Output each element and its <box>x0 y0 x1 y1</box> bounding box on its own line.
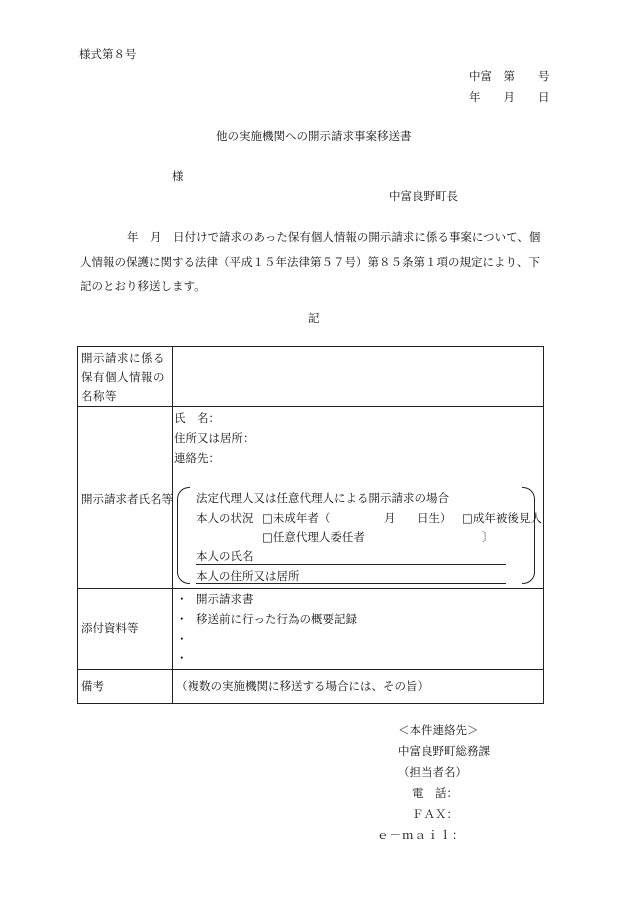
minor-checkbox-label: □未成年者（ <box>262 511 331 525</box>
table-divider <box>77 588 544 589</box>
person-name-underline <box>196 564 506 565</box>
person-address-underline <box>196 583 506 584</box>
proxy-heading: 法定代理人又は任意代理人による開示請求の場合 <box>196 491 449 505</box>
sender-name: 中富良野町長 <box>389 189 458 203</box>
bracket-left <box>177 487 190 584</box>
body-line-1: 年 月 日付けで請求のあった保有個人情報の開示請求に係る事案について、個 <box>127 230 541 244</box>
proxy-appointer-checkbox-label: □任意代理人委任者 <box>262 530 365 544</box>
bracket-right <box>522 487 535 584</box>
table-border-right <box>543 346 544 704</box>
attachment-item: 移送前に行った行為の概要記録 <box>196 612 357 626</box>
document-date: 年 月 日 <box>469 90 550 104</box>
table-border-bottom <box>77 703 544 704</box>
row-label-requester: 開示請求者氏名等 <box>81 492 173 506</box>
contact-email: ｅ－ｍａｉｌ： <box>377 828 465 842</box>
ward-checkbox-label: □成年被後見人 <box>462 511 542 525</box>
attachment-bullet: ・ <box>176 632 188 646</box>
birth-month-label: 月 <box>384 511 396 525</box>
contact-phone: 電 話： <box>412 786 458 800</box>
person-status-label: 本人の状況 <box>196 511 254 525</box>
ki-heading: 記 <box>308 311 320 325</box>
row-label-attachments: 添付資料等 <box>81 621 139 635</box>
attachment-bullet: ・ <box>176 612 188 626</box>
table-border-top <box>77 346 544 347</box>
table-divider <box>77 669 544 670</box>
document-number: 中富 第 号 <box>469 69 550 83</box>
addressee-suffix: 様 <box>172 169 184 183</box>
contact-fax: ＦＡＸ： <box>412 807 458 821</box>
form-number: 様式第８号 <box>79 47 137 61</box>
attachment-bullet: ・ <box>176 651 188 665</box>
person-address-label: 本人の住所又は居所 <box>196 569 300 583</box>
contact-heading: ＜本件連絡先＞ <box>398 723 479 737</box>
contact-department: 中富良野町総務課 <box>398 744 490 758</box>
birth-day-label: 日生） <box>417 511 452 525</box>
remarks-text: （複数の実施機関に移送する場合には、その旨） <box>176 679 429 693</box>
close-bracket: 〕 <box>482 530 494 544</box>
document-title: 他の実施機関への開示請求事案移送書 <box>216 129 412 143</box>
person-name-label: 本人の氏名 <box>196 549 254 563</box>
attachment-item: 開示請求書 <box>196 592 254 606</box>
table-divider <box>77 406 544 407</box>
requester-name-label: 氏 名： <box>174 411 220 425</box>
row-label-remarks: 備考 <box>81 679 104 693</box>
table-border-left <box>77 346 78 704</box>
requester-contact-label: 連絡先： <box>174 451 220 465</box>
requester-address-label: 住所又は居所： <box>174 431 255 445</box>
body-line-2: 人情報の保護に関する法律（平成１５年法律第５７号）第８５条第１項の規定により、下 <box>80 255 540 269</box>
attachment-bullet: ・ <box>176 592 188 606</box>
body-line-3: 記のとおり移送します。 <box>80 279 206 293</box>
contact-person: （担当者名） <box>398 765 467 779</box>
row-label-info-name: 開示請求に係る保有個人情報の名称等 <box>81 351 165 403</box>
